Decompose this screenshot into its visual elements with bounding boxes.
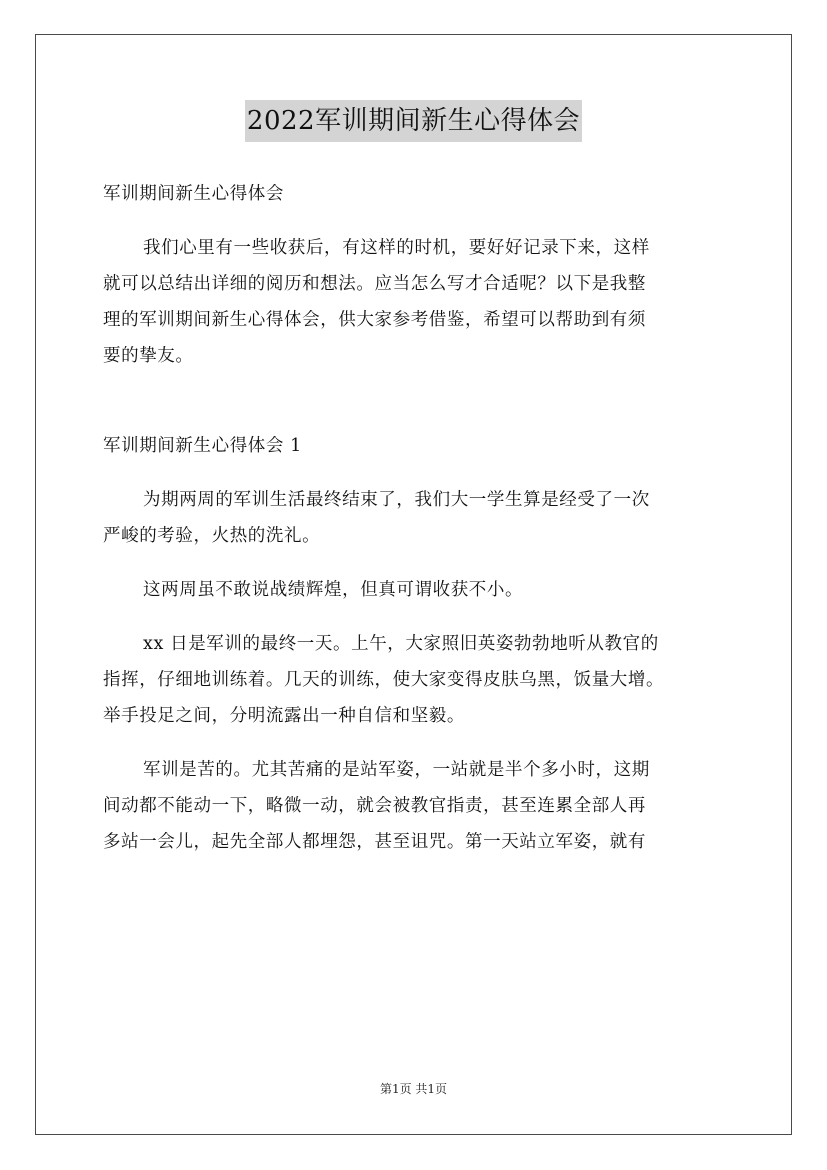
paragraph-line: 为期两周的军训生活最终结束了，我们大一学生算是经受了一次 xyxy=(143,490,650,510)
paragraph-line: 多站一会儿，起先全部人都埋怨，甚至诅咒。第一天站立军姿，就有 xyxy=(103,832,646,852)
paragraph-line: 指挥，仔细地训练着。几天的训练，使大家变得皮肤乌黑，饭量大增。 xyxy=(103,670,665,690)
paragraph-line: 严峻的考验，火热的洗礼。 xyxy=(103,526,321,546)
paragraph-3 xyxy=(103,626,728,734)
paragraph-line: 举手投足之间，分明流露出一种自信和坚毅。 xyxy=(103,706,465,726)
paragraph-4 xyxy=(103,752,728,860)
paragraph-line: 军训是苦的。尤其苦痛的是站军姿，一站就是半个多小时，这期 xyxy=(143,760,650,780)
page-footer: 第1页 共1页 xyxy=(379,1082,448,1096)
intro-paragraph xyxy=(103,230,728,374)
document-title: 2022军训期间新生心得体会 xyxy=(245,100,582,142)
intro-line: 我们心里有一些收获后，有这样的时机，要好好记录下来，这样 xyxy=(143,238,650,258)
paragraph-1 xyxy=(103,482,728,554)
paragraph-line: 间动都不能动一下，略微一动，就会被教官指责，甚至连累全部人再 xyxy=(103,796,646,816)
blank-line xyxy=(103,392,728,428)
document-subtitle: 军训期间新生心得体会 xyxy=(103,184,284,204)
intro-line: 理的军训期间新生心得体会，供大家参考借鉴，希望可以帮助到有须 xyxy=(103,310,646,330)
paragraph-2 xyxy=(103,572,728,608)
paragraph-line: xx 日是军训的最终一天。上午，大家照旧英姿勃勃地听从教官的 xyxy=(143,634,659,654)
title-container xyxy=(0,100,827,142)
section-heading: 军训期间新生心得体会 1 xyxy=(103,436,302,456)
intro-line: 要的挚友。 xyxy=(103,346,194,366)
document-body xyxy=(103,176,728,878)
intro-line: 就可以总结出详细的阅历和想法。应当怎么写才合适呢？以下是我整 xyxy=(103,274,646,294)
paragraph-line: 这两周虽不敢说战绩辉煌，但真可谓收获不小。 xyxy=(143,580,524,600)
